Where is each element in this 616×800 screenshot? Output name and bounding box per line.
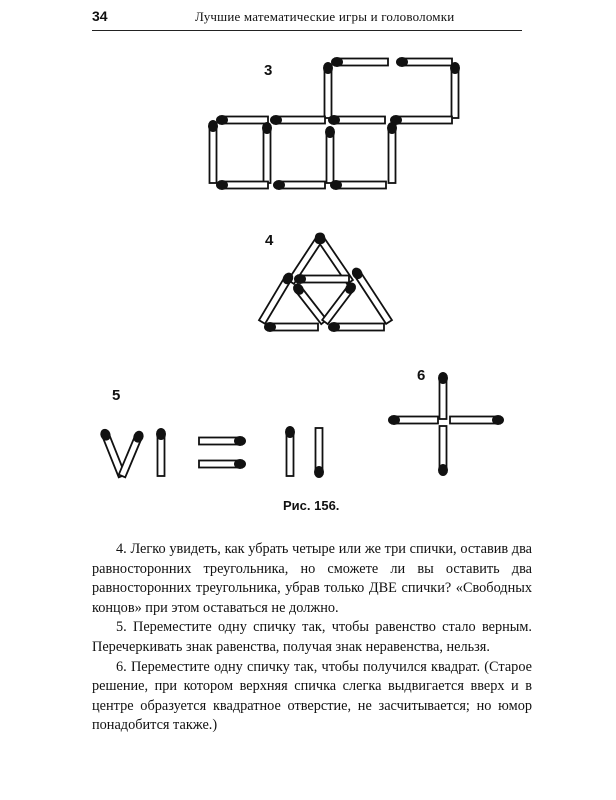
matchstick — [264, 322, 318, 332]
figure-label-4: 4 — [265, 232, 274, 249]
matchstick — [330, 180, 386, 190]
matchstick — [390, 115, 452, 125]
matchstick — [328, 115, 385, 125]
matchstick — [323, 62, 333, 118]
figure-label-5: 5 — [112, 387, 121, 404]
matchstick-figure-cross — [388, 372, 504, 476]
matchstick — [325, 126, 335, 183]
matchstick-figure-equation — [99, 426, 324, 478]
matchstick — [350, 266, 393, 325]
matchstick — [262, 122, 272, 183]
matchstick — [117, 429, 145, 478]
page-number: 34 — [92, 8, 108, 24]
paragraph-5: 5. Переместите одну спичку так, чтобы равенство стало верным. Перечеркивать знак равенства, получая знак неравенства, нельзя. — [92, 619, 532, 655]
matchstick — [438, 426, 448, 476]
body-text — [92, 540, 532, 736]
figure-label-6: 6 — [417, 367, 426, 384]
paragraph-6: 6. Переместите одну спичку так, чтобы получился квадрат. (Старое решение, при котором верхняя спичка слегка выдвигается вверх и в центре образуется квадратное отверстие, не засчитывается; но юмор понадобится также.) — [92, 658, 532, 734]
matchstick — [321, 280, 358, 325]
matchstick — [314, 428, 324, 478]
matchstick — [285, 426, 295, 476]
matchstick-figure-squares — [208, 57, 460, 190]
running-title: Лучшие математические игры и головоломки — [195, 9, 455, 24]
matchstick-figure-triangles — [258, 231, 393, 332]
matchstick — [438, 372, 448, 419]
matchstick — [331, 57, 388, 67]
matchstick — [328, 322, 384, 332]
matchstick — [199, 459, 246, 469]
matchstick — [387, 122, 397, 183]
matchstick — [156, 428, 166, 476]
matchstick — [294, 274, 349, 284]
matchstick — [270, 115, 325, 125]
matchstick — [450, 415, 504, 425]
matchstick — [258, 271, 296, 325]
matchstick — [388, 415, 438, 425]
matchstick — [396, 57, 452, 67]
figure-caption: Рис. 156. — [283, 498, 340, 513]
matchstick — [273, 180, 325, 190]
matchstick — [199, 436, 246, 446]
matchstick — [208, 120, 218, 183]
matchstick — [216, 180, 268, 190]
matchstick — [450, 62, 460, 118]
matchstick — [216, 115, 268, 125]
figure-label-3: 3 — [264, 62, 273, 79]
paragraph-4: 4. Легко увидеть, как убрать четыре или же три спички, оставив два равносторонних треугольника, но сможете ли вы оставить два равносторонних треугольника, убрав только ДВЕ спички? «Свободных концов» при этом оставаться не должно. — [92, 541, 532, 616]
